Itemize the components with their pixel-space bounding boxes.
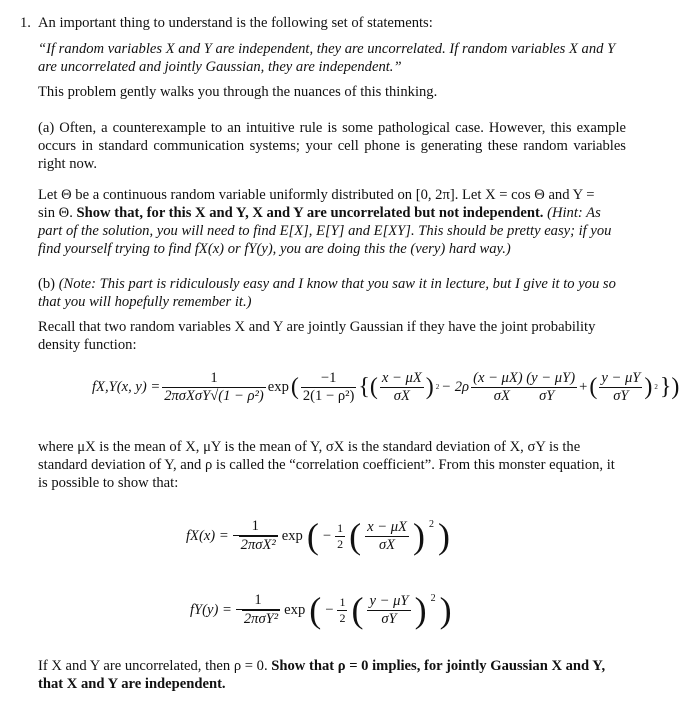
joint-gaussian-equation: fX,Y(x, y) = $\frac{1}{\text{2πσXσY√(1 − ρ²)}}$ exp ( $\frac{-1}{\text{2(1 − ρ²)}}$ {( $\frac{x - \mu X}{\sigma X}$ ) 2 − 2ρ $\frac{(x - \mu X) (y - \mu Y)}{\text{σX σY}}$ + ( $\frac{y - \mu Y}{\sigma Y}$ ) 2 }) <box>92 369 680 404</box>
quote-line-1: “If random variables X and Y are independent, they are uncorrelated. If random variables X and Y <box>38 41 616 57</box>
part-b-label: (b) <box>38 276 56 292</box>
joint-inner-factor <box>301 370 357 405</box>
joint-coef-den: 2πσXσY√(1 − ρ²) <box>164 387 264 404</box>
fy-half <box>337 595 347 626</box>
fy-coefficient <box>236 592 280 628</box>
joint-inner-den: 2(1 − ρ²) <box>302 387 355 404</box>
fy-lhs: fY(y) = <box>190 601 232 618</box>
joint-term-y-num: y − μY <box>601 369 641 386</box>
part-a-line-2-plain: sin Θ. <box>38 205 77 221</box>
fx-coef-den: 2πσX² <box>240 537 276 553</box>
final-line-2: that X and Y are independent. <box>38 676 226 692</box>
where-line-2: standard deviation of Y, and ρ is called the “correlation coefficient”. From this monster equation, it <box>38 457 615 473</box>
recall-line-1: Recall that two random variables X and Y are jointly Gaussian if they have the joint probability <box>38 319 596 335</box>
fx-lhs: fX(x) = <box>186 527 229 544</box>
where-line-3: is possible to show that: <box>38 475 179 491</box>
fy-half-den: 2 <box>339 610 346 625</box>
part-a-line-3: part of the solution, you will need to find E[X], E[Y] and E[XY]. This should be pretty easy; if you <box>38 223 612 239</box>
part-a-hint-start: (Hint: As <box>543 205 601 221</box>
final-plain: If X and Y are uncorrelated, then ρ = 0. <box>38 658 272 674</box>
final-task-1: Show that ρ = 0 implies, for jointly Gaussian X and Y, <box>271 658 606 674</box>
joint-cross-den: σX σY <box>493 387 555 404</box>
joint-inner-num: −1 <box>301 370 357 388</box>
joint-term-x-den: σX <box>393 387 410 404</box>
fy-half-num: 1 <box>339 594 346 609</box>
part-a-task: Show that, for this X and Y, X and Y are uncorrelated but not independent. <box>76 205 544 221</box>
fy-term-den: σY <box>381 610 397 627</box>
joint-cross-label: − 2ρ <box>441 378 470 395</box>
fx-exp: exp <box>281 527 303 544</box>
joint-coefficient <box>162 370 266 405</box>
problem-intro: An important thing to understand is the following set of statements: <box>38 15 433 31</box>
marginal-fx-equation: fX(x) = $\frac{1}{\text{2πσX²}}$ exp ( − $\frac{1}{2}$ ( $\frac{x - \mu X}{\sigma X}$ ) $^2$ ) <box>186 516 450 556</box>
fx-term-num: x − μX <box>367 518 407 535</box>
part-a-line-2 <box>38 204 601 222</box>
fy-coef-num: 1 <box>236 592 280 610</box>
fx-half <box>335 521 345 552</box>
fx-half-den: 2 <box>337 536 344 551</box>
part-b-note-line-2: that you will hopefully remember it.) <box>38 294 252 310</box>
joint-term-y <box>599 370 642 405</box>
final-line-1 <box>38 657 605 675</box>
walkthrough-text: This problem gently walks you through the nuances of this thinking. <box>38 84 438 100</box>
marginal-fy-equation: fY(y) = $\frac{1}{\text{2πσY²}}$ exp ( − $\frac{1}{2}$ ( $\frac{y - \mu Y}{\sigma Y}$ ) $^2$ ) <box>190 590 452 630</box>
part-a-line-4: find yourself trying to find fX(x) or fY(y), you are doing this the (very) hard way.) <box>38 241 511 257</box>
fx-coefficient <box>233 518 278 554</box>
joint-term-x <box>380 370 424 405</box>
fy-term-num: y − μY <box>369 592 409 609</box>
joint-term-x-num: x − μX <box>381 369 422 386</box>
joint-cross-term <box>471 370 577 405</box>
fx-term <box>365 519 409 554</box>
joint-term-y-den: σY <box>613 387 629 404</box>
recall-line-2: density function: <box>38 337 137 353</box>
part-a-text: Often, a counterexample to an intuitive rule is some pathological case. However, this example occurs in standard communication systems; your cell phone is generating these random variables right now. <box>38 120 626 172</box>
quote-line-2: are uncorrelated and jointly Gaussian, they are independent.” <box>38 59 402 75</box>
fy-term <box>367 593 410 628</box>
joint-exp: exp <box>267 378 289 395</box>
joint-cross-num: (x − μX) (y − μY) <box>473 369 576 386</box>
joint-lhs: fX,Y(x, y) = <box>92 378 161 395</box>
fy-coef-den: 2πσY² <box>243 611 279 627</box>
joint-coef-num: 1 <box>162 370 266 388</box>
fy-exp: exp <box>284 601 306 618</box>
where-line-1: where μX is the mean of X, μY is the mean of Y, σX is the standard deviation of X, σY is the <box>38 439 581 455</box>
part-b-note: (Note: This part is ridiculously easy and I know that you saw it in lecture, but I give it to you so <box>58 276 616 292</box>
fx-coef-num: 1 <box>233 518 278 536</box>
part-a-label: (a) <box>38 120 55 136</box>
part-a-paragraph <box>38 119 626 173</box>
part-a-line-1: Let Θ be a continuous random variable uniformly distributed on [0, 2π]. Let X = cos Θ and Y = <box>38 187 595 203</box>
problem-number: 1. <box>20 15 31 31</box>
fx-term-den: σX <box>378 536 396 553</box>
part-b-note-line-1 <box>38 275 616 293</box>
fx-half-num: 1 <box>337 520 344 535</box>
